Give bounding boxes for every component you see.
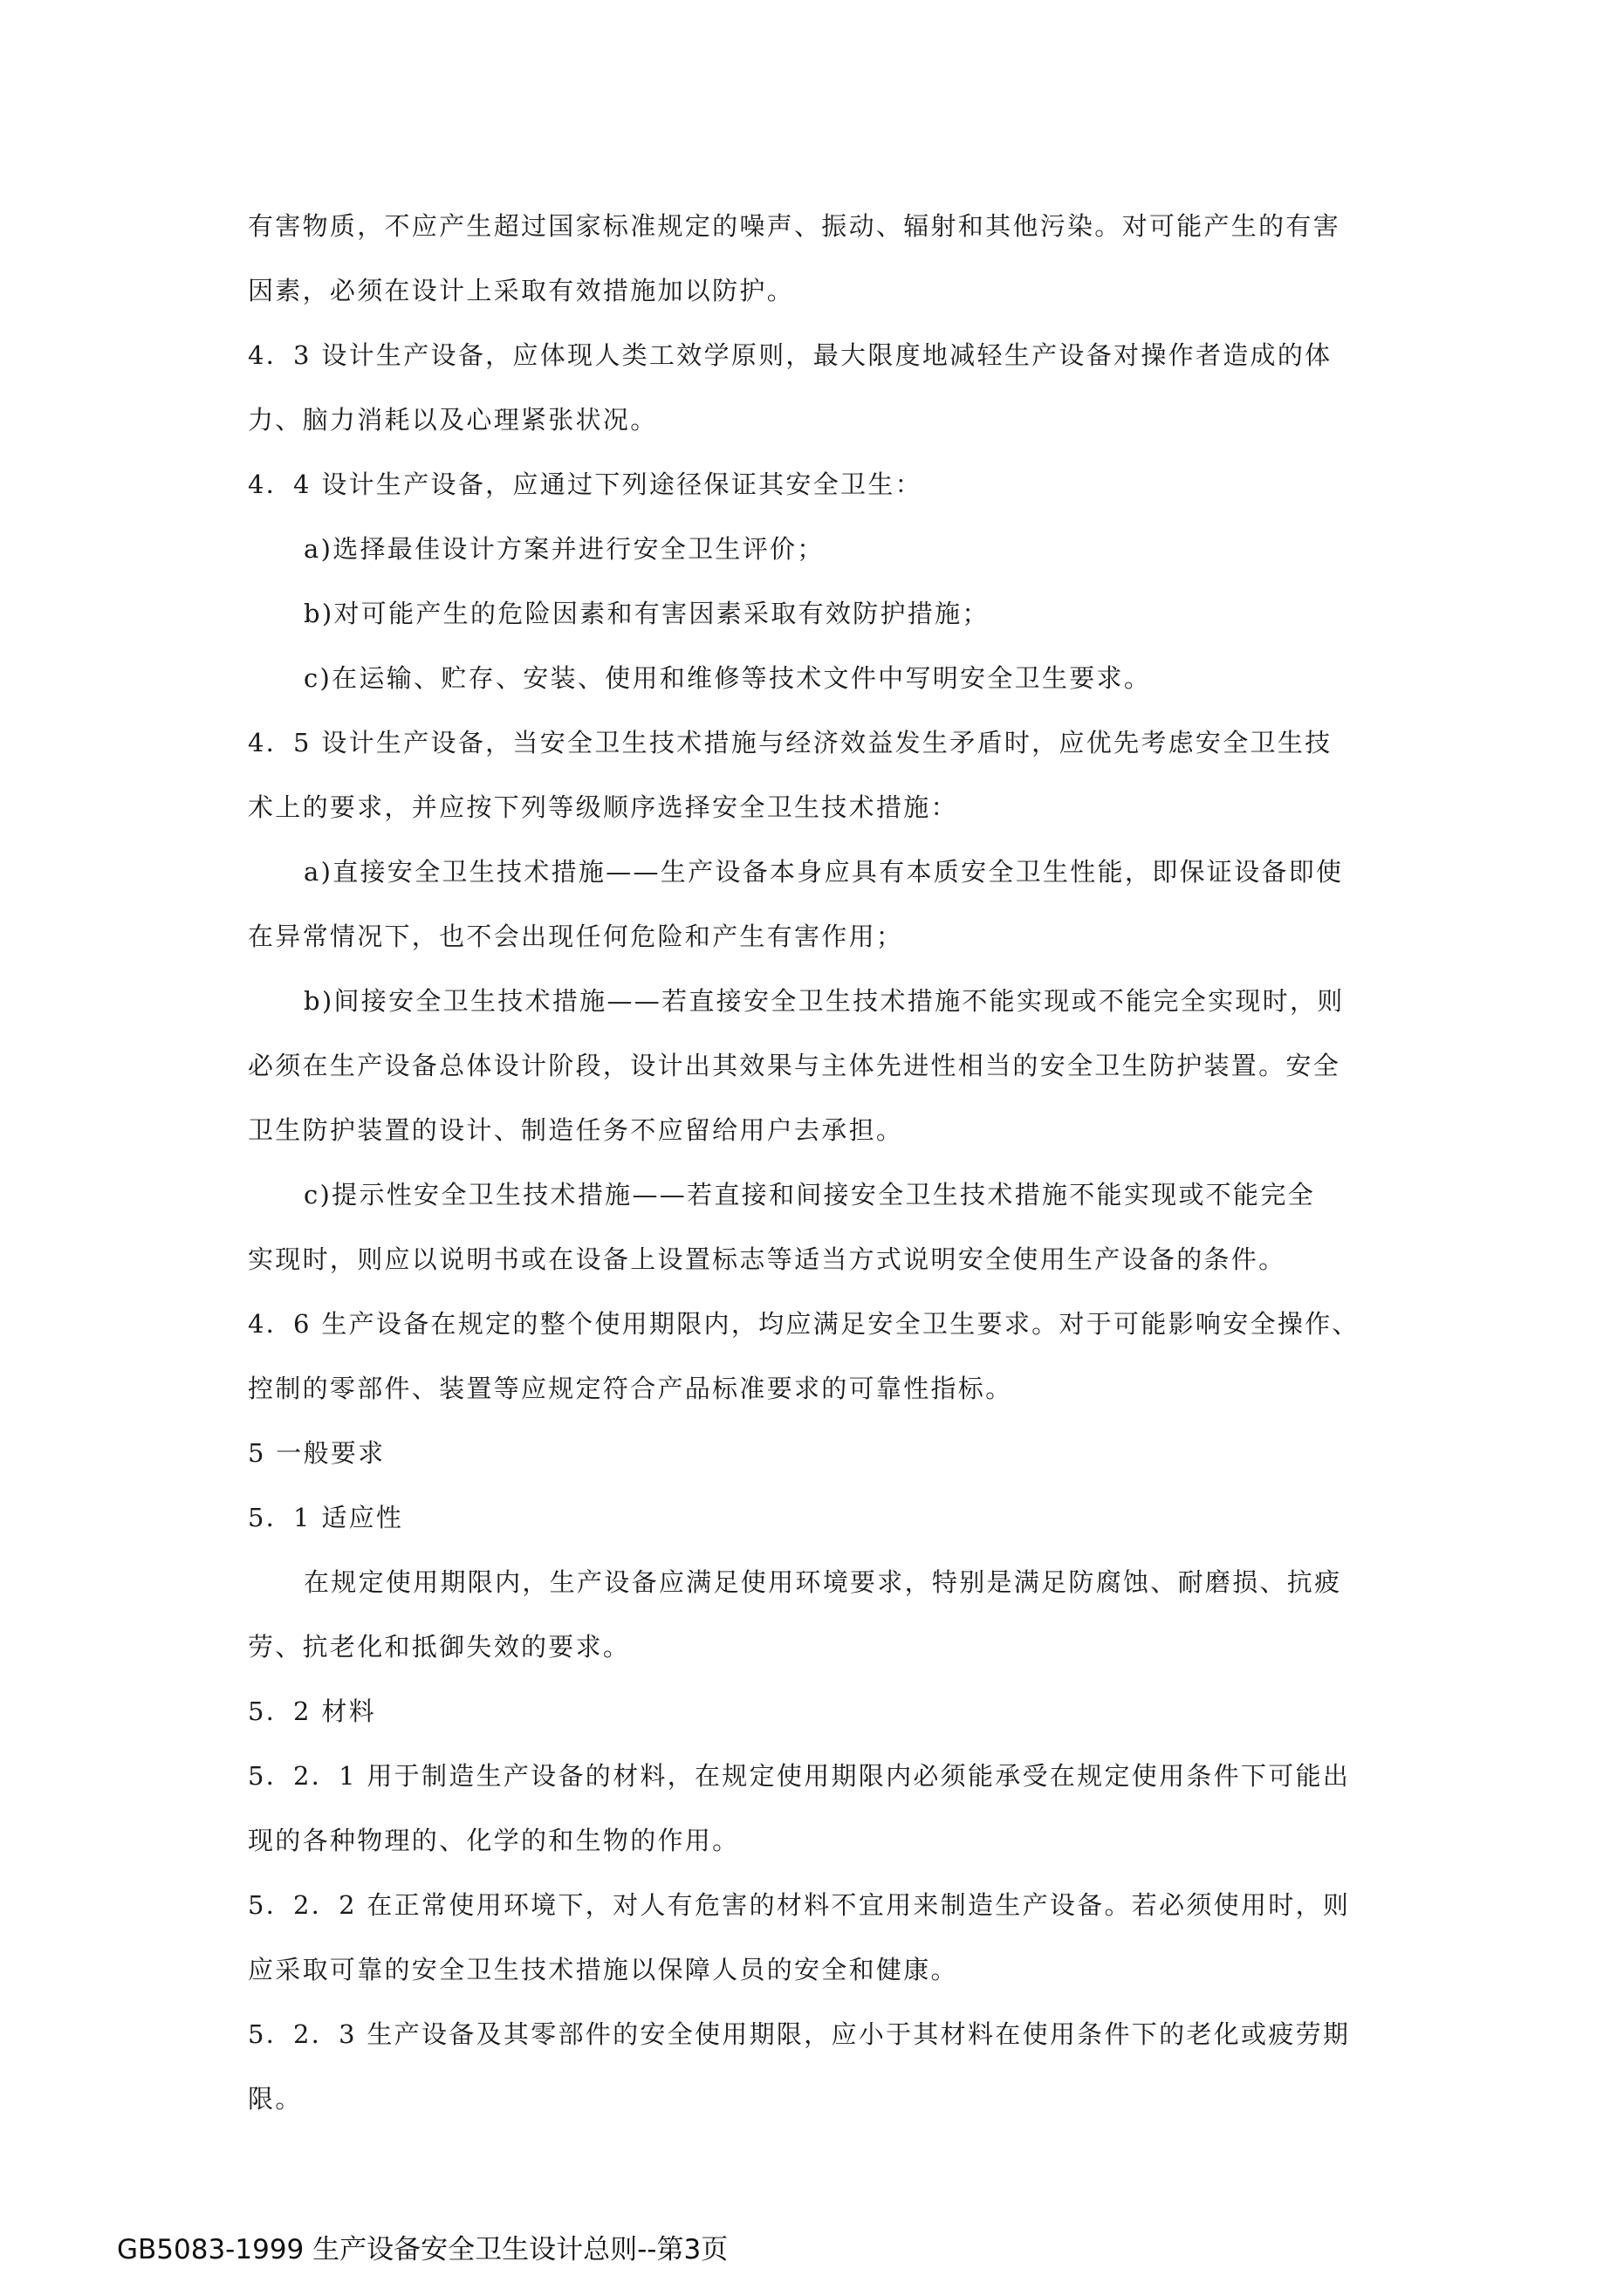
clause-4-3: 4．3 设计生产设备，应体现人类工效学原则，最大限度地减轻生产设备对操作者造成的体 [248, 340, 1333, 370]
clause-4-4: 4．4 设计生产设备，应通过下列途径保证其安全卫生： [248, 469, 922, 499]
list-item-b: b)间接安全卫生技术措施——若直接安全卫生技术措施不能实现或不能完全实现时，则 [304, 986, 1345, 1016]
clause-4-6: 4．6 生产设备在规定的整个使用期限内，均应满足安全卫生要求。对于可能影响安全操作、 [248, 1309, 1360, 1339]
text-line: 劳、抗老化和抵御失效的要求。 [248, 1632, 631, 1662]
text-line: 术上的要求，并应按下列等级顺序选择安全卫生技术措施： [248, 792, 958, 822]
text-line: 控制的零部件、装置等应规定符合产品标准要求的可靠性指标。 [248, 1374, 1013, 1403]
text-line: 限。 [248, 2084, 303, 2114]
clause-5-2-2: 5．2．2 在正常使用环境下，对人有危害的材料不宜用来制造生产设备。若必须使用时，则 [248, 1890, 1351, 1920]
text-line: 力、脑力消耗以及心理紧张状况。 [248, 405, 658, 435]
list-item-b: b)对可能产生的危险因素和有害因素采取有效防护措施； [304, 599, 990, 628]
list-item-a: a)选择最佳设计方案并进行安全卫生评价； [304, 534, 825, 564]
text-line: 有害物质，不应产生超过国家标准规定的噪声、振动、辐射和其他污染。对可能产生的有害 [248, 211, 1341, 241]
text-line: 卫生防护装置的设计、制造任务不应留给用户去承担。 [248, 1115, 904, 1145]
text-line: 必须在生产设备总体设计阶段，设计出其效果与主体先进性相当的安全卫生防护装置。安全 [248, 1051, 1341, 1080]
text-line: 在异常情况下，也不会出现任何危险和产生有害作用； [248, 922, 904, 951]
list-item-c: c)提示性安全卫生技术措施——若直接和间接安全卫生技术措施不能实现或不能完全 [304, 1180, 1315, 1210]
text-line: 实现时，则应以说明书或在设备上设置标志等适当方式说明安全使用生产设备的条件。 [248, 1244, 1286, 1274]
section-5-heading: 5 一般要求 [248, 1438, 386, 1468]
clause-5-1-heading: 5．1 适应性 [248, 1503, 404, 1532]
clause-4-5: 4．5 设计生产设备，当安全卫生技术措施与经济效益发生矛盾时，应优先考虑安全卫生技 [248, 728, 1333, 757]
clause-5-2-heading: 5．2 材料 [248, 1696, 376, 1726]
list-item-c: c)在运输、贮存、安装、使用和维修等技术文件中写明安全卫生要求。 [304, 663, 1152, 693]
text-line: 现的各种物理的、化学的和生物的作用。 [248, 1826, 740, 1855]
list-item-a: a)直接安全卫生技术措施——生产设备本身应具有本质安全卫生性能，即保证设备即使 [304, 857, 1344, 887]
body-text [248, 194, 1391, 2131]
page-footer: GB5083-1999 生产设备安全卫生设计总则--第3页 [117, 2234, 729, 2265]
clause-5-2-3: 5．2．3 生产设备及其零部件的安全使用期限，应小于其材料在使用条件下的老化或疲劳期 [248, 2019, 1351, 2049]
text-line: 因素，必须在设计上采取有效措施加以防护。 [248, 276, 795, 305]
text-line: 在规定使用期限内，生产设备应满足使用环境要求，特别是满足防腐蚀、耐磨损、抗疲 [304, 1567, 1342, 1597]
text-line: 应采取可靠的安全卫生技术措施以保障人员的安全和健康。 [248, 1955, 958, 1984]
clause-5-2-1: 5．2．1 用于制造生产设备的材料，在规定使用期限内必须能承受在规定使用条件下可能出 [248, 1761, 1351, 1791]
